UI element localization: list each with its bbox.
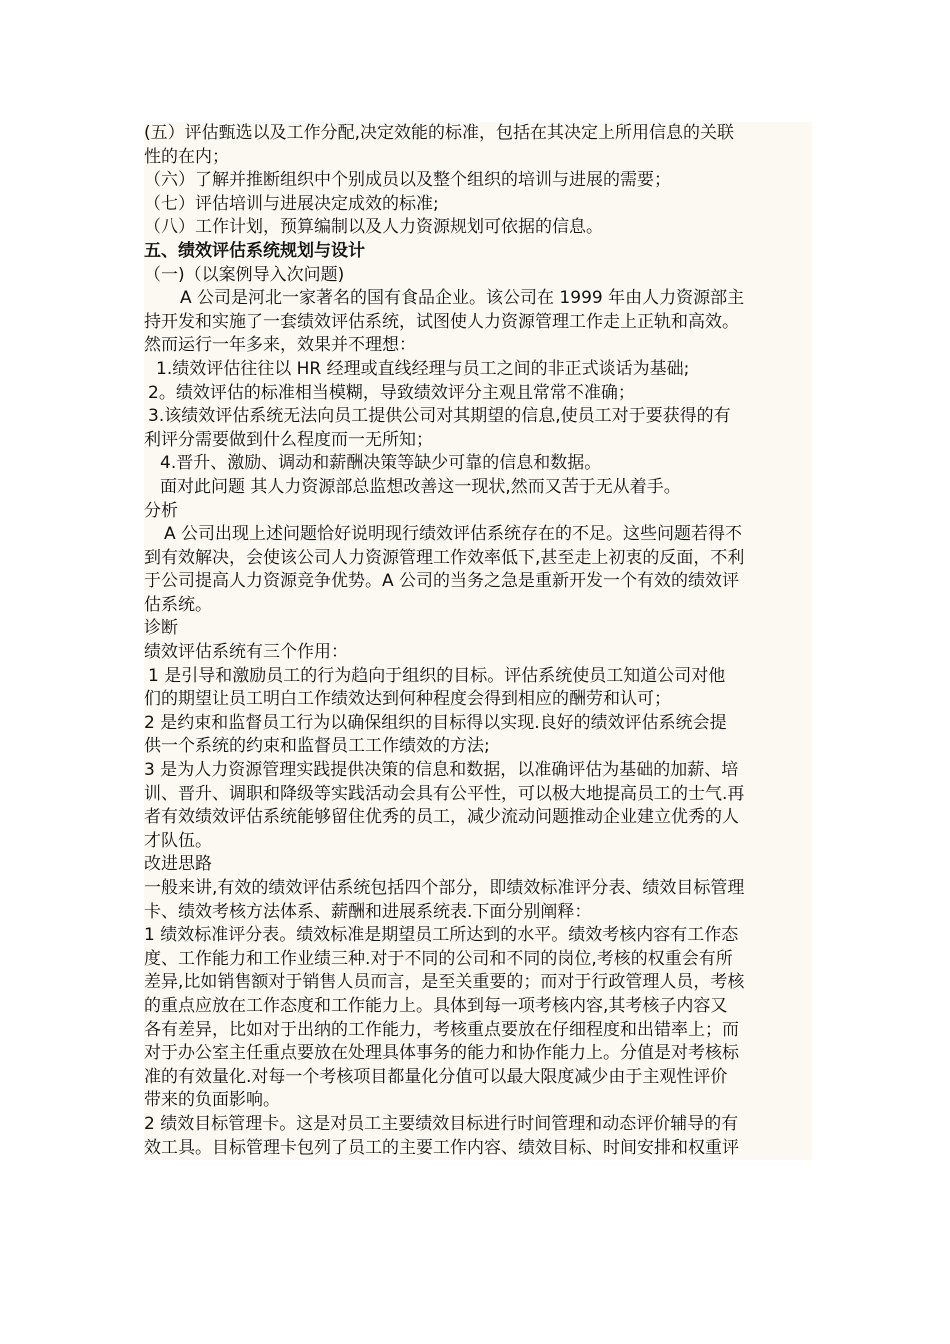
document-page bbox=[144, 122, 812, 1160]
text-line: 持开发和实施了一套绩效评估系统，试图使人力资源管理工作走上正轨和高效。 bbox=[144, 311, 739, 332]
text-line: 的重点应放在工作态度和工作能力上。具体到每一项考核内容,其考核子内容又 bbox=[144, 995, 728, 1016]
document-body bbox=[144, 122, 812, 1160]
text-line: 一般来讲,有效的绩效评估系统包括四个部分，即绩效标准评分表、绩效目标管理 bbox=[144, 878, 745, 898]
text-line: (五）评估甄选以及工作分配,决定效能的标准，包括在其决定上所用信息的关联 bbox=[144, 123, 735, 143]
text-line: 绩效评估系统有三个作用： bbox=[144, 642, 348, 663]
text-line: （七）评估培训与进展决定成效的标准; bbox=[144, 193, 439, 214]
text-line: 利评分需要做到什么程度而一无所知； bbox=[144, 429, 433, 450]
text-line: 估系统。 bbox=[144, 594, 212, 615]
text-line: 于公司提高人力资源竞争优势。A 公司的当务之急是重新开发一个有效的绩效评 bbox=[144, 571, 740, 592]
text-line: （八）工作计划，预算编制以及人力资源规划可依据的信息。 bbox=[144, 217, 603, 238]
text-line: 面对此问题 其人力资源部总监想改善这一现状,然而又苦于无从着手。 bbox=[160, 476, 681, 497]
text-line: 带来的负面影响。 bbox=[144, 1090, 280, 1111]
text-line: 准的有效量化.对每一个考核项目都量化分值可以最大限度减少由于主观性评价 bbox=[144, 1066, 728, 1087]
text-line: 供一个系统的约束和监督员工工作绩效的方法; bbox=[144, 736, 490, 757]
text-line: 2 绩效目标管理卡。这是对员工主要绩效目标进行时间管理和动态评价辅导的有 bbox=[144, 1113, 739, 1134]
text-line: 度、工作能力和工作业绩三种.对于不同的公司和不同的岗位,考核的权重会有所 bbox=[144, 948, 733, 969]
text-line: 们的期望让员工明白工作绩效达到何种程度会得到相应的酬劳和认可； bbox=[144, 689, 671, 710]
text-line: （一)（以案例导入次问题) bbox=[144, 264, 345, 285]
text-line: 4.晋升、激励、调动和薪酬决策等缺少可靠的信息和数据。 bbox=[160, 453, 602, 474]
text-line: A 公司是河北一家著名的国有食品企业。该公司在 1999 年由人力资源部主 bbox=[180, 288, 745, 309]
text-line: 者有效绩效评估系统能够留住优秀的员工，减少流动问题推动企业建立优秀的人 bbox=[144, 807, 739, 828]
text-line: 效工具。目标管理卡包列了员工的主要工作内容、绩效目标、时间安排和权重评 bbox=[144, 1137, 739, 1158]
text-line: 训、晋升、调职和降级等实践活动会具有公平性，可以极大地提高员工的士气.再 bbox=[144, 783, 745, 804]
text-line: A 公司出现上述问题恰好说明现行绩效评估系统存在的不足。这些问题若得不 bbox=[164, 524, 743, 545]
text-line: 1 是引导和激励员工的行为趋向于组织的目标。评估系统使员工知道公司对他 bbox=[148, 665, 726, 686]
text-line: 到有效解决，会使该公司人力资源管理工作效率低下,甚至走上初衷的反面，不利 bbox=[144, 547, 745, 568]
text-line: 然而运行一年多来，效果并不理想： bbox=[144, 335, 416, 356]
text-line: 卡、绩效考核方法体系、薪酬和进展系统表.下面分别阐释： bbox=[144, 901, 592, 922]
text-line: 1.绩效评估往往以 HR 经理或直线经理与员工之间的非正式谈话为基础; bbox=[156, 358, 690, 379]
text-line: 性的在内； bbox=[144, 146, 229, 167]
text-line: 2。绩效评估的标准相当模糊，导致绩效评分主观且常常不准确； bbox=[148, 382, 635, 403]
text-line: 各有差异，比如对于出纳的工作能力，考核重点要放在仔细程度和出错率上；而 bbox=[144, 1019, 739, 1040]
text-line: 1 绩效标准评分表。绩效标准是期望员工所达到的水平。绩效考核内容有工作态 bbox=[144, 925, 739, 946]
text-line: 差异,比如销售额对于销售人员而言，是至关重要的；而对于行政管理人员，考核 bbox=[144, 972, 745, 993]
text-line: 分析 bbox=[144, 500, 178, 521]
text-line: 改进思路 bbox=[144, 854, 212, 875]
text-line: 3.该绩效评估系统无法向员工提供公司对其期望的信息,使员工对于要获得的有 bbox=[148, 406, 731, 427]
text-line: 对于办公室主任重点要放在处理具体事务的能力和协作能力上。分值是对考核标 bbox=[144, 1043, 739, 1064]
text-line: 才队伍。 bbox=[144, 830, 212, 851]
text-line: 2 是约束和监督员工行为以确保组织的目标得以实现.良好的绩效评估系统会提 bbox=[144, 712, 727, 733]
section-heading: 五、绩效评估系统规划与设计 bbox=[144, 240, 365, 261]
text-line: 3 是为人力资源管理实践提供决策的信息和数据，以准确评估为基础的加薪、培 bbox=[144, 760, 739, 781]
text-line: 诊断 bbox=[144, 618, 178, 639]
text-line: （六）了解并推断组织中个别成员以及整个组织的培训与进展的需要； bbox=[144, 170, 671, 191]
